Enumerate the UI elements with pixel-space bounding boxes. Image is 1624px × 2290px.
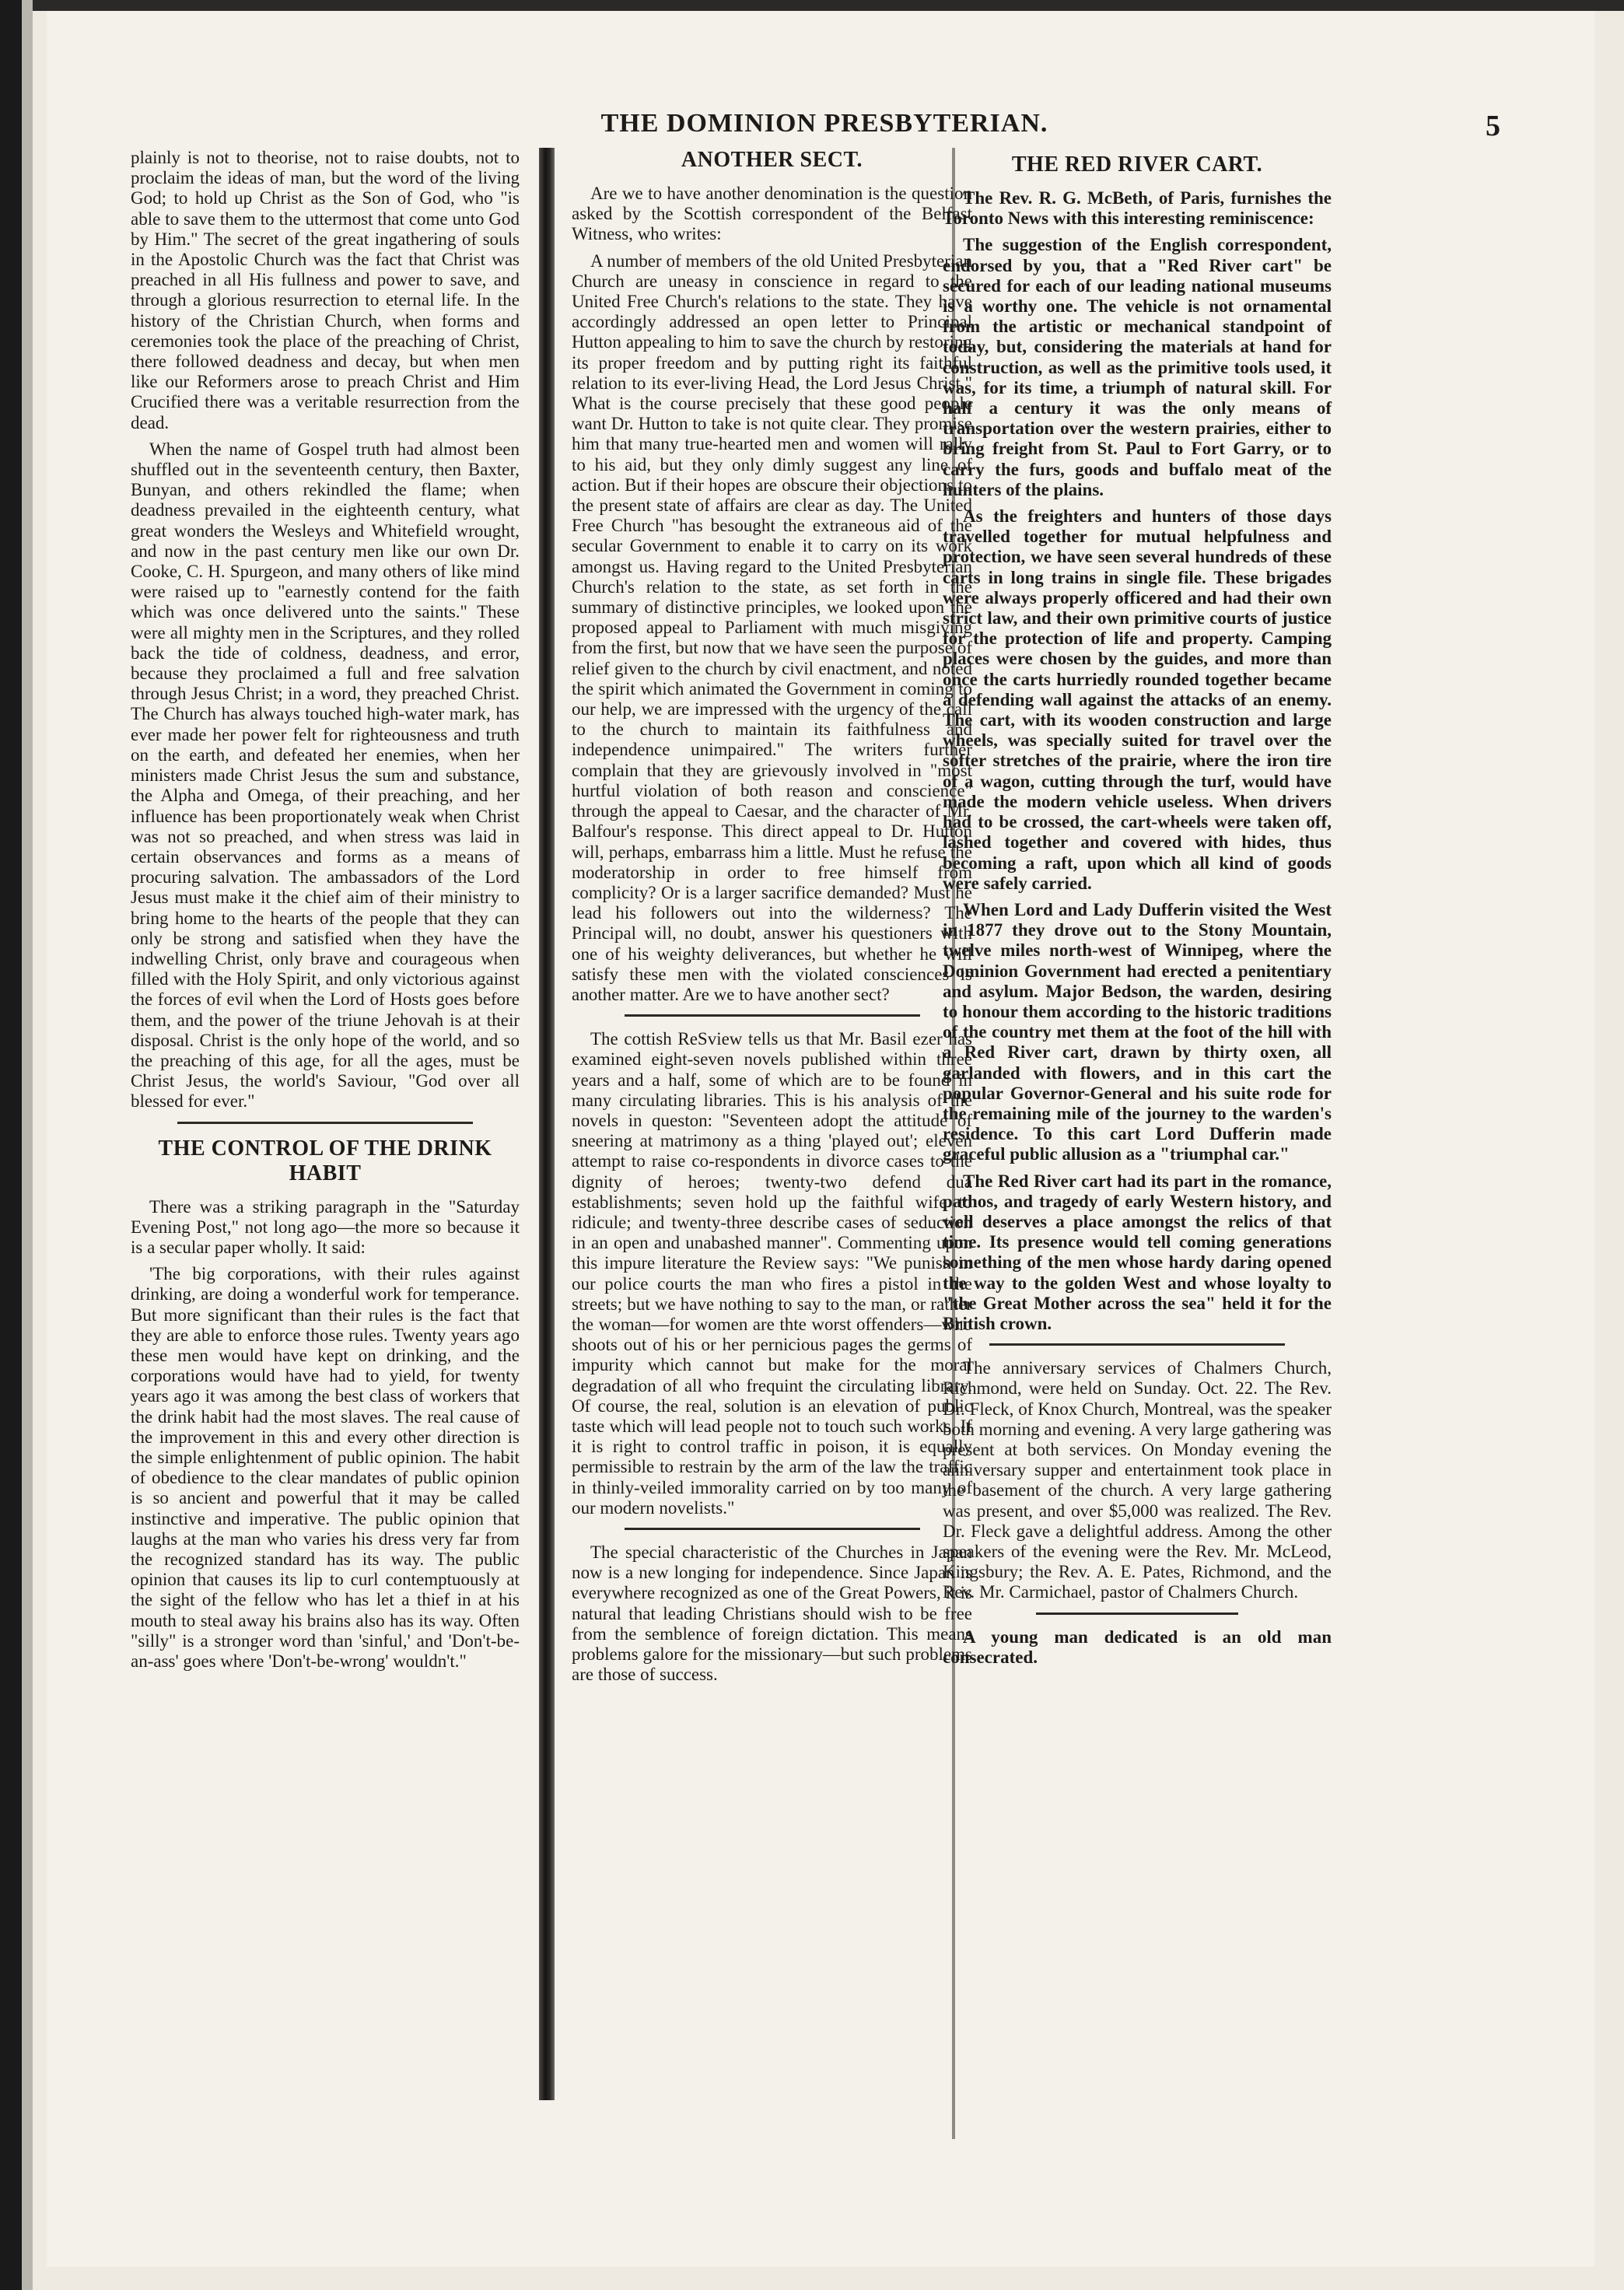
divider-rule [1036,1612,1238,1615]
paragraph: plainly is not to theorise, not to raise doubts, not to proclaim the ideas of man, but the word of the living God; to hold up Christ as the Son of God, who "is able to save them to the uttermost that come unto God by Him." The secret of the great ingathering of souls in the Apostolic Church was the fact that Christ was preached in all His fullness and power to save, and through a glorious resurrection to eternal life. In the history of the Christian Church, when forms and ceremonies took the place of the preaching of Christ, there followed deadness and decay, but when men like our Reformers arose to preach Christ and Him Crucified there was a veritable resurrection from the dead. [131,148,520,432]
page-left-shadow [22,0,33,2290]
paragraph: When Lord and Lady Dufferin visited the West in 1877 they drove out to the Stony Mountain, twelve miles north-west of Winnipeg, where the Dominion Government had erected a penitentiary and asylum. Major Bedson, the warden, desiring to honour them according to the historic traditions of the country met them at the foot of the hill with a Red River cart, drawn by thirty oxen, all garlanded with flowers, and in this cart the popular Governor-General and his suite rode for the remaining mile of the journey to the warden's residence. To this cart Lord Dufferin made graceful public allusion as a "triumphal car." [943,899,1332,1164]
paragraph: 'The big corporations, with their rules against drinking, are doing a wonderful work for temperance. But more significant than their rules is the fact that they are able to enforce those rules. Twenty years ago these men would have kept on drinking, and the corporations would have had to yield, for twenty years ago it was among the best class of workers that the drink habit had the most slaves. The real cause of the improvement in this and every other direction is the simple enlightenment of public opinion. The habit of obedience to the clear mandates of public opinion is so ancient and powerful that it may be called instinctive and imperative. The public opinion that laughs at the man who varies his dress very far from the recognized standard has its way. The public opinion that causes its lip to curl contemptuously at the sight of the fellow who has let a thief in at his mouth to steal away his brains also has its way. Often "silly" is a stronger word than 'sinful,' and 'Don't-be-an-ass' goes where 'Don't-be-wrong' wouldn't." [131,1264,520,1672]
article-heading: THE CONTROL OF THE DRINK HABIT [158,1136,492,1185]
paragraph: The suggestion of the English correspondent, endorsed by you, that a "Red River cart" be secured for each of our leading national museums is a worthy one. The vehicle is not ornamental from the artistic or mechanical standpoint of today, but, considering the materials at hand for construction, as well as the primitive tools used, it was, for its time, a triumph of natural skill. For half a century it was the only means of transportation over the western prairies, either to bring freight from St. Paul to Fort Garry, or to carry the furs, goods and buffalo meat of the hunters of the plains. [943,235,1332,499]
paragraph: When the name of Gospel truth had almost been shuffled out in the seventeenth century, then Baxter, Bunyan, and others rekindled the flame; when deadness prevailed in the eighteenth century, what great wonders the Wesleys and Whitefield wrought, and now in the past century men like our own Dr. Cooke, C. H. Spurgeon, and many others of like mind were raised up to "earnestly contend for the faith which was once delivered unto the saints." These were all mighty men in the Scriptures, and they rolled back the tide of coldness, deadness, and error, because they proclaimed a full and free salvation through Jesus Christ; in a word, they preached Christ. The Church has always touched high-water mark, has ever made her power felt for righteousness and truth on the earth, and defeated her enemies, when her ministers made Christ Jesus the sum and substance, the Alpha and Omega, of their preaching, and her influence has been proportionately weak when Christ was not so preached, and when stress was laid in certain observances and forms as a means of procuring salvation. The ambassadors of the Lord Jesus must make it the chief aim of their ministry to bring home to the hearts of the people that they can only be strong and satisfied when they have the indwelling Christ, only brave and courageous when filled with the Holy Spirit, and only victorious against the forces of evil when the Lord of Hosts goes before them, and the power of the triune Jehovah is at their disposal. Christ is the only hope of the world, and so the preaching of this age, for all the ages, must be Christ Jesus, the world's Saviour, "God over all blessed for ever." [131,439,520,1112]
column-3 [943,148,1332,1674]
page-left-edge [0,0,22,2290]
paragraph: The Rev. R. G. McBeth, of Paris, furnishes the Toronto News with this interesting reminiscence: [943,188,1332,229]
paragraph: The Red River cart had its part in the romance, pathos, and tragedy of early Western history, and well deserves a place amongst the relics of that time. Its presence would tell coming generations something of the men whose hardy daring opened the way to the golden West and whose loyalty to "the Great Mother across the sea" held it for the British crown. [943,1171,1332,1333]
divider-rule [177,1122,473,1124]
paragraph: A number of members of the old United Presbyterian Church are uneasy in conscience in regard to the United Free Church's relations to the state. They have accordingly addressed an open letter to Principal Hutton appealing to him to save the church by restoring its proper freedom and by putting right its faithful relation to its ever-living Head, the Lord Jesus Christ." What is the course precisely that these good people want Dr. Hutton to take is not quite clear. They promise him that many true-hearted men and women will rally to his aid, but they only dimly suggest any line of action. But if their hopes are obscure their objections to the present state of affairs are clear as day. The United Free Church "has besought the extraneous aid of the secular Government to enable it to carry on its work amongst us. Having regard to the United Presbyterian Church's relation to the state, as set forth in the summary of distinctive principles, we looked upon the proposed appeal to Parliament with much misgiving from the first, but now that we have seen the purpose of relief given to the church by civil enactment, and noted the spirit which animated the Government in coming to our help, we are impressed with the urgency of the call to the church to maintain its faithfulness and independence unimpaired." The writers further complain that they are grievously involved in "most hurtful violation of both reason and conscience" through the appeal to Caesar, and the character of Mr. Balfour's response. This direct appeal to Dr. Hutton will, perhaps, embarrass him a little. Must he refuse the moderatorship in order to free himself from complicity? Or is a larger sacrifice demanded? Must he lead his followers out into the wilderness? The Principal will, no doubt, answer his questioners with one of his weighty deliverances, but whether he will satisfy these men with the violated consciences is another matter. Are we to have another sect? [572,250,972,1004]
paragraph: The anniversary services of Chalmers Church, Richmond, were held on Sunday. Oct. 22. The Rev. Dr. Fleck, of Knox Church, Montreal, was the speaker both morning and evening. A very large gathering was present at both services. On Monday evening the anniversary supper and entertainment took place in the basement of the church. A very large gathering was present, and over $5,000 was realized. The Rev. Dr. Fleck gave a delightful address. Among the other speakers of the evening were the Rev. Mr. McLeod, Kingsbury; the Rev. A. E. Pates, Richmond, and the Rev. Mr. Carmichael, pastor of Chalmers Church. [943,1358,1332,1602]
paragraph: Are we to have another denomination is the question asked by the Scottish correspondent of the Belfast Witness, who writes: [572,184,972,244]
paragraph: There was a striking paragraph in the "Saturday Evening Post," not long ago—the more so because it is a secular paper wholly. It said: [131,1196,520,1257]
page-top-edge [0,0,1624,11]
paragraph: The cottish ReSview tells us that Mr. Basil ezer has examined eight-seven novels published within three years and a half, some of which are to be found in many circulating libraries. This is his analysis of the novels in queston: "Seventeen adopt the attitude of sneering at matrimony as a thing 'played out'; eleven attempt to raise co-respondents in divorce cases to the dignity of heroes; twenty-two defend dua establishments; seven hold up the faithful wife to ridicule; and twenty-three describe cases of seduction in an open and unabashed manner". Commenting upon this impure literature the Review says: "We punish in our police courts the man who fires a pistol in the streets; but we have nothing to say to the man, or rather the woman—for women are thte worst offenders—who shoots out of his or her pernicious pages the germs of impurity which cannot but make for the moral degradation of all who frequint the circulating library. Of course, the real, solution is an elevation of public taste which will lead people not to touch such works. If it is right to control traffic in poison, it is equally permissible to restrain by the arm of the law the traffic in thinly-veiled immorality carried on by too many of our modern novelists." [572,1029,972,1518]
article-heading: THE RED RIVER CART. [1011,152,1263,177]
paragraph: A young man dedicated is an old man consecrated. [943,1626,1332,1667]
paragraph: The special characteristic of the Churches in Japan now is a new longing for independence. Since Japan is everywhere recognized as one of the Great Powers, it is natural that leading Christians should wish to be free from the semblence of foreign dictation. This means problems galore for the missionary—but such problems are those of success. [572,1542,972,1685]
divider-rule [625,1528,920,1530]
column-1 [131,148,520,1678]
page-number: 5 [1486,110,1500,142]
column-divider-dark [539,148,555,2100]
article-heading: ANOTHER SECT. [681,148,863,172]
column-2 [572,148,972,1691]
masthead: THE DOMINION PRESBYTERIAN. [600,109,1048,138]
divider-rule [625,1014,920,1017]
divider-rule [989,1343,1285,1346]
paragraph: As the freighters and hunters of those days travelled together for mutual helpfulness and protection, we have seen several hundreds of these carts in long trains in single file. These brigades were always properly officered and had their own strict law, and their own primitive courts of justice for the protection of life and property. Camping places were chosen by the guides, and more than once the carts hurriedly rounded together became a defending wall against the attacks of an enemy. The cart, with its wooden construction and large wheels, was specially suited for travel over the softer stretches of the prairie, where the iron tire of a wagon, cutting through the turf, would have made the modern vehicle useless. When drivers had to be crossed, the cart-wheels were taken off, lashed together and covered with hides, thus becoming a raft, upon which all kind of goods were safely carried. [943,506,1332,893]
